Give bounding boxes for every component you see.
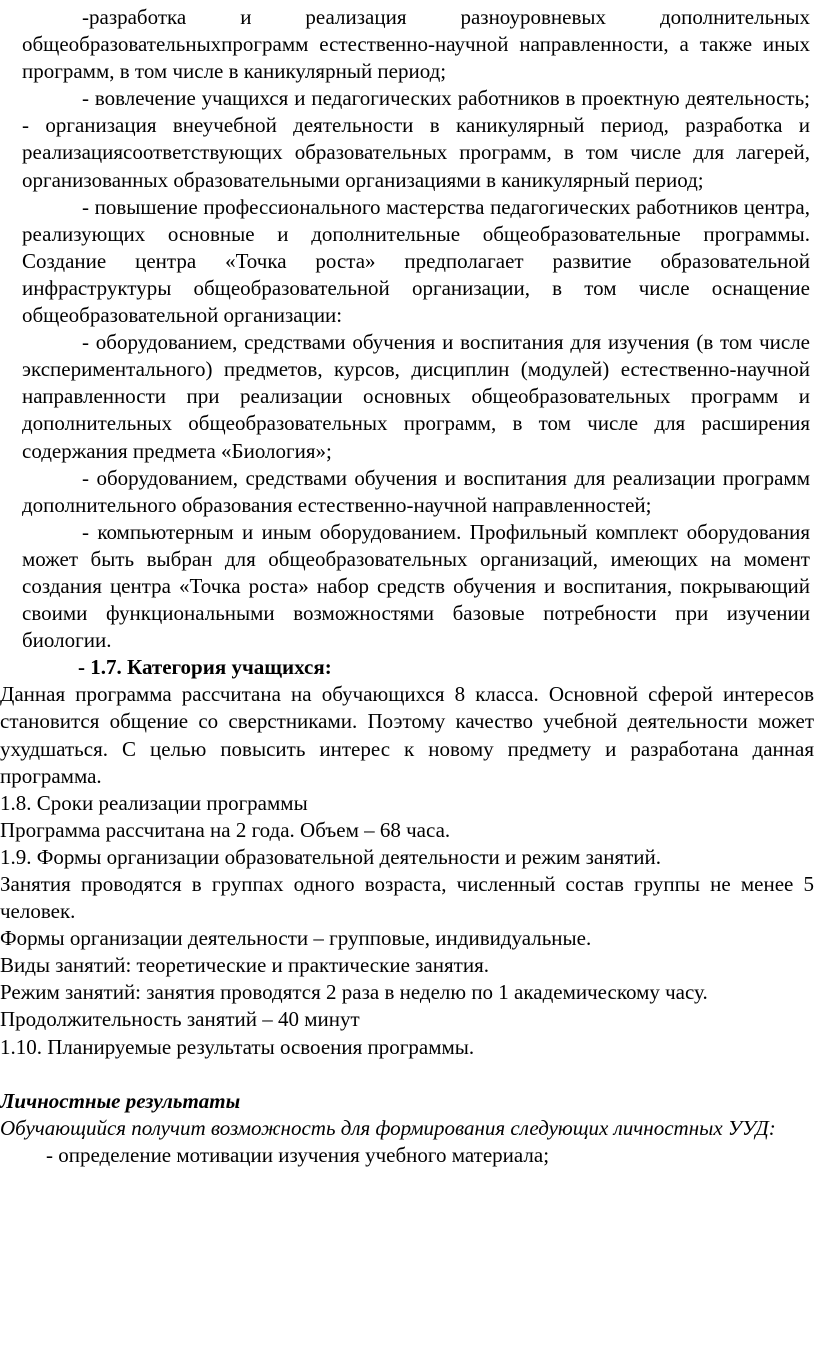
measure-paragraph-4: - оборудованием, средствами обучения и воспитания для изучения (в том числе экспериментального) предметов, курсов, дисциплин (модулей) естественно-научной направленности при реализации основных общеобразовательных программ и дополнительных общеобразовательных программ, в том числе для расширения содержания предмета «Биология»;	[22, 330, 810, 463]
measure-paragraph-5: - оборудованием, средствами обучения и воспитания для реализации программ дополнительного образования естественно-научной направленностей;	[22, 465, 810, 517]
section-heading-results: 1.10. Планируемые результаты освоения программы.	[0, 1034, 475, 1059]
group-composition: Занятия проводятся в группах одного возраста, численный состав группы не менее 5 человек.	[0, 872, 814, 924]
personal-results-heading: Личностные результаты	[0, 1088, 241, 1113]
measure-paragraph-6: - компьютерным и иным оборудованием. Профильный комплект оборудования может быть выбран для общеобразовательных организаций, имеющих на момент создания центра «Точка роста» набор средств обучения и воспитания, покрывающий своими функциональными возможностями базовые потребности при изучении биологии.	[22, 519, 810, 653]
document-page	[0, 4, 816, 1169]
category-description: Данная программа рассчитана на обучающихся 8 класса. Основной сферой интересов становится общение со сверстниками. Поэтому качество учебной деятельности может ухудшаться. С целью повысить интерес к новому предмету и разработана данная программа.	[0, 682, 814, 788]
lesson-types: Виды занятий: теоретические и практические занятия.	[0, 953, 489, 978]
blank-line	[0, 1061, 814, 1088]
section-heading-forms: 1.9. Формы организации образовательной деятельности и режим занятий.	[0, 844, 662, 869]
program-duration: Программа рассчитана на 2 года. Объем – 68 часа.	[0, 817, 451, 842]
personal-result-item: - определение мотивации изучения учебного материала;	[46, 1142, 550, 1167]
measure-paragraph-1: -разработка и реализация разноуровневых дополнительных общеобразовательныхпрограмм естественно-научной направленности, а также иных программ, в том числе в каникулярный период;	[22, 5, 810, 84]
section-heading-terms: 1.8. Сроки реализации программы	[0, 790, 308, 815]
activity-forms: Формы организации деятельности – групповые, индивидуальные.	[0, 926, 592, 951]
measures-list	[22, 4, 810, 654]
program-info	[0, 681, 814, 1169]
section-heading-category: - 1.7. Категория учащихся:	[78, 655, 332, 680]
lesson-length: Продолжительность занятий – 40 минут	[0, 1007, 360, 1032]
lesson-schedule: Режим занятий: занятия проводятся 2 раза в неделю по 1 академическому часу.	[0, 980, 708, 1005]
measure-paragraph-3: - повышение профессионального мастерства педагогических работников центра, реализующих основные и дополнительные общеобразовательные программы. Создание центра «Точка роста» предполагает развитие образовательной инфраструктуры общеобразовательной организации, в том числе оснащение общеобразовательной организации:	[22, 194, 810, 328]
personal-results-intro: Обучающийся получит возможность для формирования следующих личностных УУД:	[0, 1115, 776, 1140]
measure-paragraph-2: - вовлечение учащихся и педагогических работников в проектную деятельность; - организация внеучебной деятельности в каникулярный период, разработка и реализациясоответствующих образовательных программ, в том числе для лагерей, организованных образовательными организациями в каникулярный период;	[22, 86, 810, 192]
